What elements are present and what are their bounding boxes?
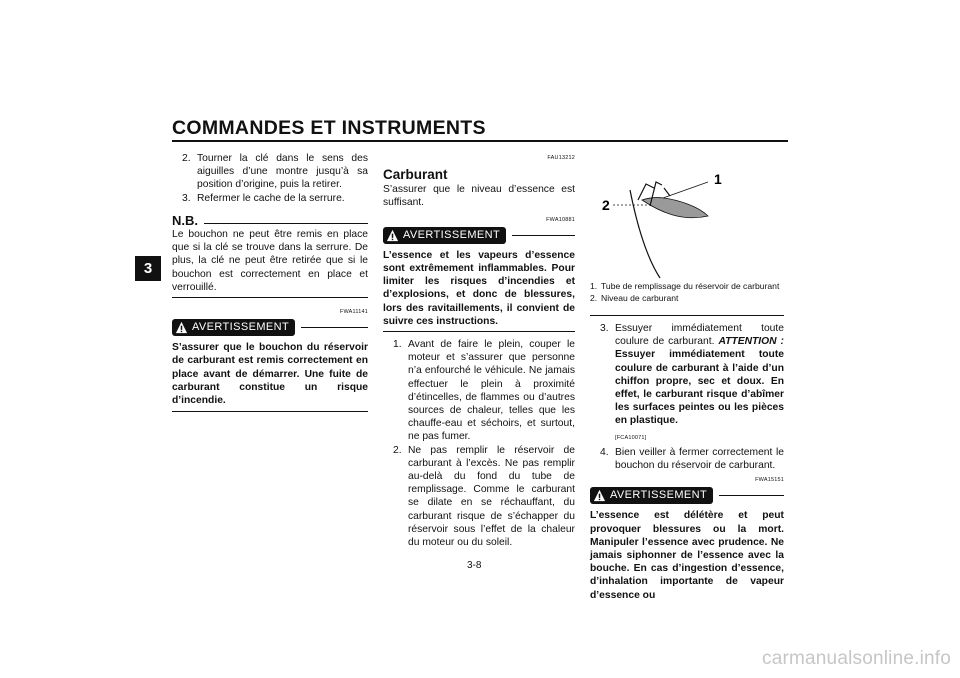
header-rule <box>172 140 788 142</box>
section-title: Carburant <box>383 167 448 183</box>
step-list-3 <box>590 322 784 428</box>
fuel-tank-figure <box>590 160 790 280</box>
warning-text: L’essence et les vapeurs d’essence sont extrêmement inflammables. Pour limiter les risques d’incendies et d’explosions, et donc de blessures, lors des ravitaillements, il convient de suivre ces instructions. <box>383 249 575 327</box>
figure-label-2: 2 <box>602 197 610 213</box>
warning-text: S’assurer que le bouchon du réservoir de carburant est remis correctement en place avant de démarrer. Une fuite de carburant constitue un risque d’incendie. <box>172 342 368 407</box>
warning-text: L’essence est délétère et peut provoquer blessures ou la mort. Manipuler l’essence avec prudence. Ne jamais siphonner de l’essence avec la bouche. En cas d’ingestion d’essence, d’inhalation importante de vapeur d’essence ou <box>590 510 784 601</box>
footer-watermark: carmanualsonline.info <box>762 648 952 669</box>
page-title: COMMANDES ET INSTRUMENTS <box>172 117 486 139</box>
list-item: 4. Bien veiller à fermer correctement le bouchon du réservoir de carburant. <box>600 446 784 472</box>
warning-badge: AVERTISSEMENT <box>383 227 506 244</box>
nb-label: N.B. <box>172 212 198 228</box>
caption-rule <box>590 315 784 316</box>
nb-heading <box>172 214 368 227</box>
attention-text: Essuyer immédiatement toute coulure de carburant à l’aide d’un chiffon propre, sec et doux. En effet, le carburant risque d’abîmer les surfaces peintes ou les pièces en plastique. <box>615 349 784 427</box>
warning-rule <box>383 331 575 332</box>
warning-triangle-icon <box>386 229 399 242</box>
fuel-tank-illustration <box>590 160 790 280</box>
warning-triangle-icon <box>593 489 606 502</box>
step-list-2 <box>383 338 575 549</box>
attention-label: ATTENTION : <box>718 336 784 348</box>
nb-rule <box>172 297 368 298</box>
caution-code: [FCA10071] <box>615 434 647 441</box>
caption-item: 1. Tube de remplissage du réservoir de carburant <box>590 281 780 291</box>
warning-code: FWA10881 <box>546 216 575 223</box>
step-list-1 <box>172 152 368 205</box>
warning-heading <box>383 227 575 244</box>
figure-captions <box>590 281 786 303</box>
list-item: 1. Avant de faire le plein, couper le moteur et s’assurer que personne n’a enfourché le véhicule. Ne jamais effectuer le plein à proximité d’étincelles, de flammes ou d’autres sources de chaleur, telles que les chauffe-eau et séchoirs, et surtout, ne pas fumer. <box>393 339 575 443</box>
list-item: 3. Refermer le cache de la serrure. <box>182 192 345 204</box>
warning-badge: AVERTISSEMENT <box>590 487 713 504</box>
warning-rule <box>172 411 368 412</box>
warning-heading <box>590 487 784 504</box>
warning-heading <box>172 319 368 336</box>
chapter-tab: 3 <box>135 256 161 281</box>
figure-label-1: 1 <box>714 171 722 187</box>
nb-text: Le bouchon ne peut être remis en place que si la clé se trouve dans la serrure. De plus, la clé ne peut être retirée que si le bouchon est correctement en place et verrouillé. <box>172 229 368 293</box>
list-item: 3. Essuyer immédiatement toute coulure de carburant. ATTENTION : Essuyer immédiatement toute coulure de carburant à l’aide d’un chiffon propre, sec et doux. En effet, le carburant risque d’abîmer les surfaces peintes ou les pièces en plastique. <box>600 323 784 427</box>
section-intro: S’assurer que le niveau d’essence est suffisant. <box>383 184 575 209</box>
warning-code: FWA15151 <box>755 477 784 484</box>
column-2 <box>383 152 575 549</box>
warning-badge: AVERTISSEMENT <box>172 319 295 336</box>
page-number: 3-8 <box>467 560 482 571</box>
step-list-4 <box>590 446 784 472</box>
section-code: FAU13212 <box>547 155 575 161</box>
column-3 <box>590 322 784 602</box>
list-item: 2. Ne pas remplir le réservoir de carburant à l’excès. Ne pas remplir au-delà du fond du tube de remplissage. Comme le carburant se dilate en se réchauffant, du carburant risque de s’échapper du réservoir sous l’effet de la chaleur du moteur ou du soleil. <box>393 444 575 549</box>
caption-item: 2. Niveau de carburant <box>590 292 679 303</box>
column-1 <box>172 152 368 412</box>
list-item: 2. Tourner la clé dans le sens des aiguilles d’une montre jusqu’à sa position d’origine, puis la retirer. <box>182 153 368 191</box>
warning-triangle-icon <box>175 321 188 334</box>
warning-code: FWA11141 <box>339 309 368 316</box>
